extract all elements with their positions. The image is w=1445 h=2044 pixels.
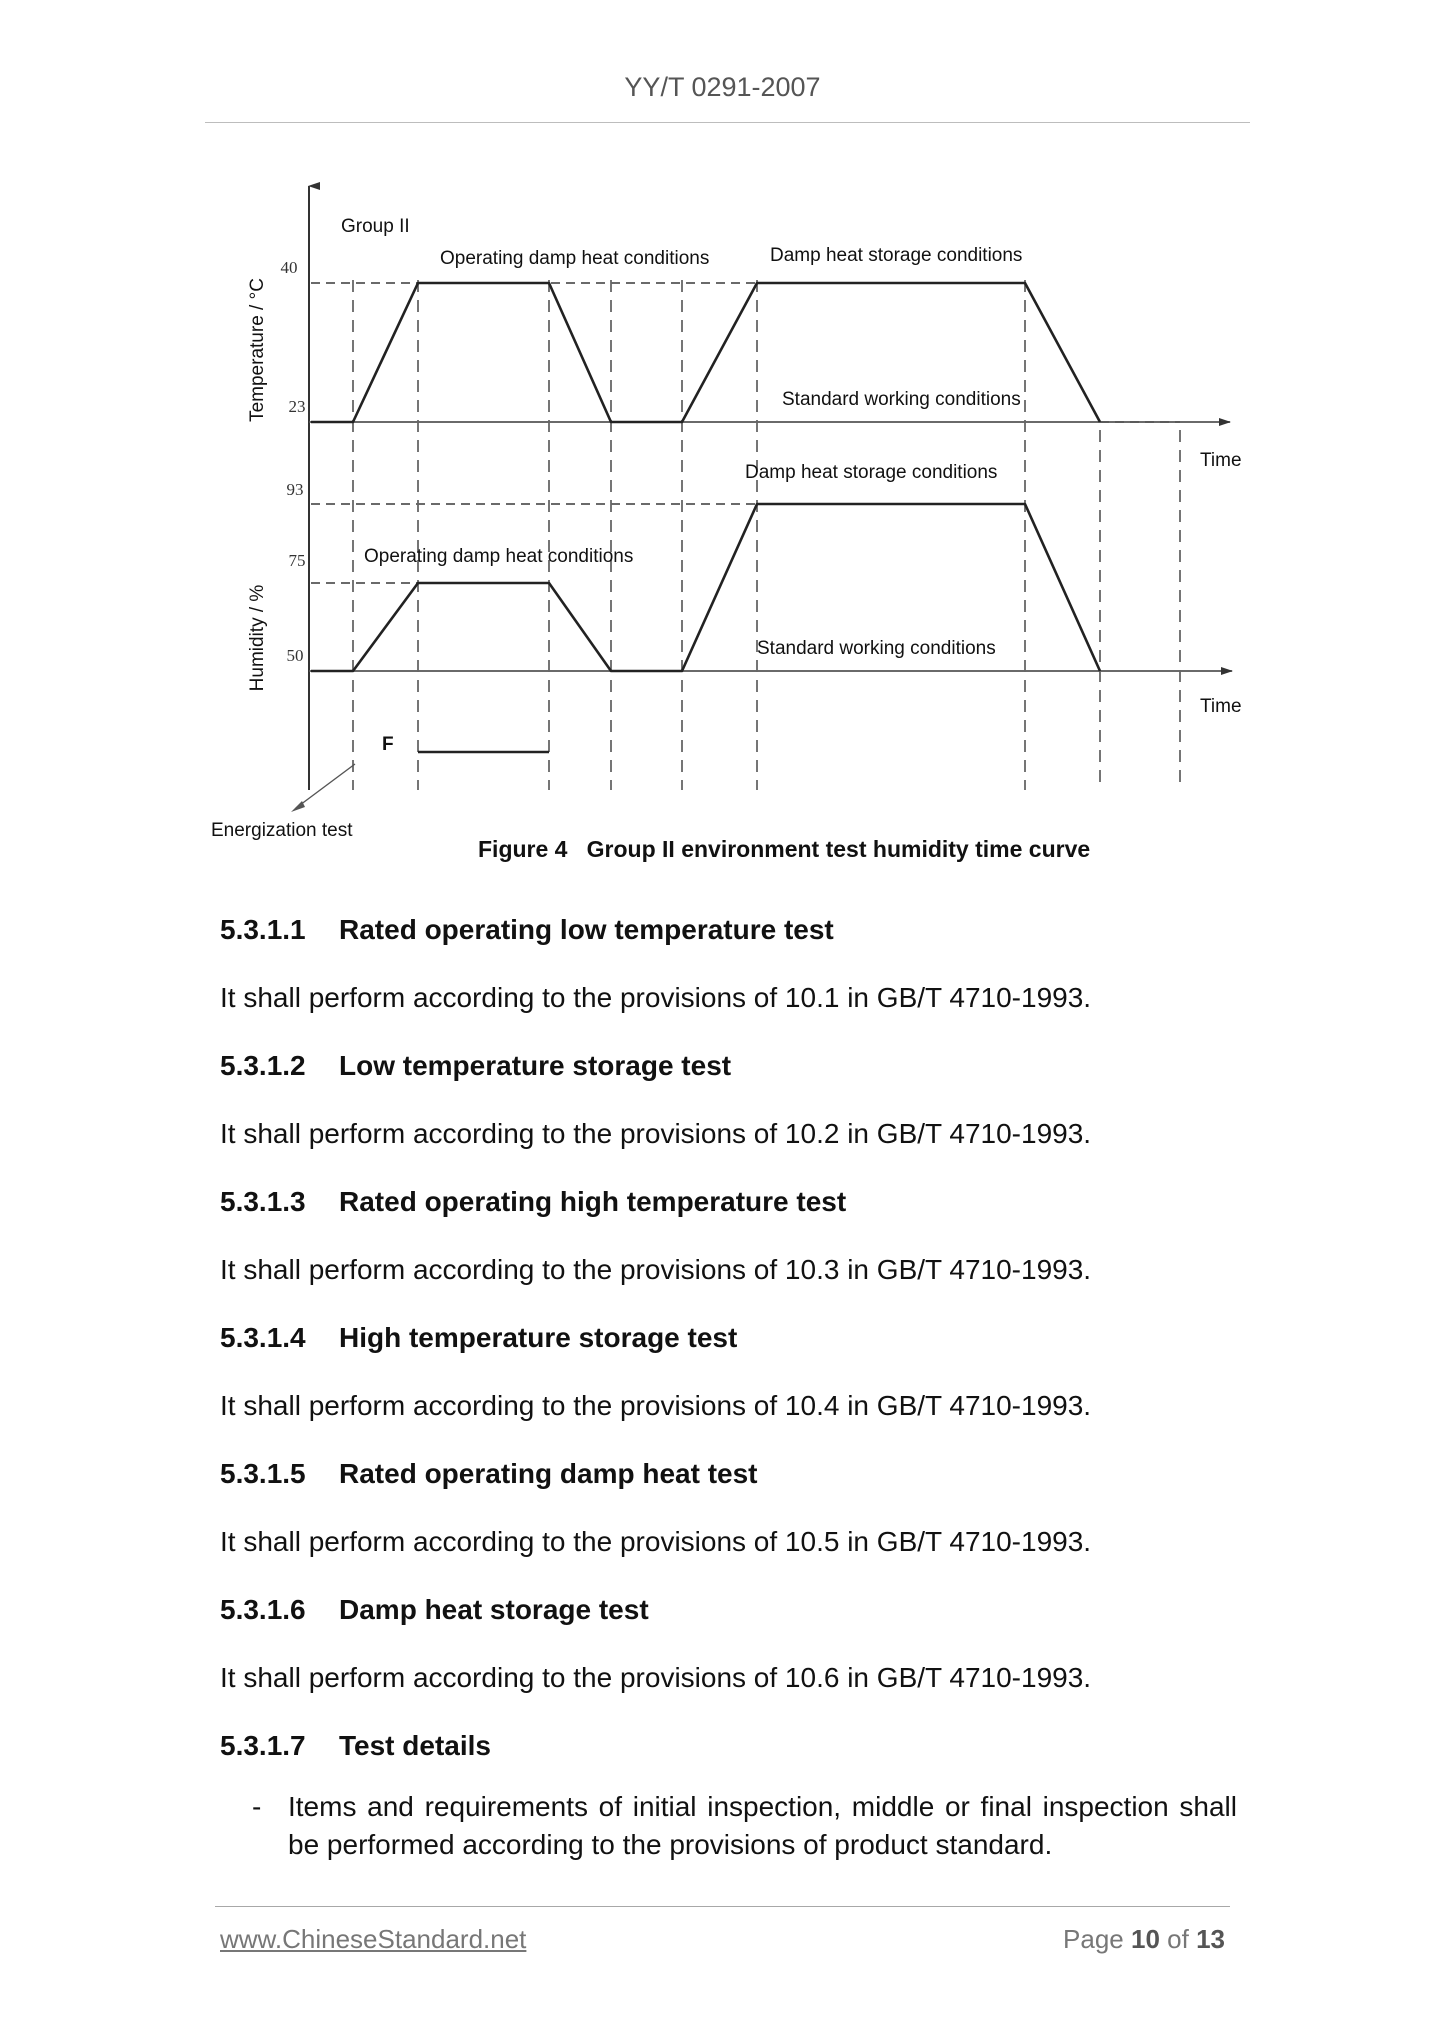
page-number: Page 10 of 13: [1063, 1924, 1225, 1954]
tick-40: 40: [280, 258, 298, 277]
humid-time-label: Time: [1200, 696, 1242, 717]
document-code: YY/T 0291-2007: [624, 72, 821, 102]
humidity-axis-label: Humidity / %: [247, 584, 268, 692]
temp-storage-label: Damp heat storage conditions: [770, 245, 1023, 266]
tick-93: 93: [286, 480, 304, 499]
humid-standard-label: Standard working conditions: [757, 638, 996, 659]
figure-number: Figure 4: [478, 836, 568, 862]
energization-marker: F: [382, 734, 394, 755]
humidity-time-curve-chart: [0, 0, 1445, 880]
figure-title: Group II environment test humidity time curve: [586, 836, 1091, 862]
section-heading: 5.3.1.6 Damp heat storage test: [220, 1594, 649, 1625]
footer-rule: [215, 1906, 1230, 1907]
group-label: Group II: [341, 216, 410, 237]
temp-standard-label: Standard working conditions: [782, 389, 1021, 410]
bullet-text: Items and requirements of initial inspection, middle or final inspection shall be performed according to the provisions of product standard.: [288, 1791, 1237, 1860]
energization-label: Energization test: [211, 820, 353, 841]
energization-pointer: [296, 764, 355, 808]
figure-caption: [478, 836, 1090, 863]
section-heading: 5.3.1.3 Rated operating high temperature test: [220, 1186, 847, 1217]
footer-website-link[interactable]: www.ChineseStandard.net: [220, 1924, 527, 1954]
tick-75: 75: [288, 551, 306, 570]
section-body: It shall perform according to the provisions of 10.1 in GB/T 4710-1993.: [220, 982, 1092, 1013]
section-heading: 5.3.1.2 Low temperature storage test: [220, 1050, 732, 1081]
section-heading: 5.3.1.4 High temperature storage test: [220, 1322, 738, 1353]
humid-operating-label: Operating damp heat conditions: [364, 546, 634, 567]
tick-50: 50: [286, 646, 304, 665]
humid-storage-label: Damp heat storage conditions: [745, 462, 998, 483]
section-heading: 5.3.1.5 Rated operating damp heat test: [220, 1458, 758, 1489]
bullet-dash: -: [252, 1791, 262, 1822]
temp-operating-label: Operating damp heat conditions: [440, 248, 710, 269]
temperature-axis-label: Temperature / °C: [247, 278, 268, 422]
section-heading: 5.3.1.1 Rated operating low temperature test: [220, 914, 834, 945]
section-body: It shall perform according to the provisions of 10.5 in GB/T 4710-1993.: [220, 1526, 1092, 1557]
tick-23: 23: [288, 397, 306, 416]
list-item: [252, 1788, 1237, 1864]
temp-time-label: Time: [1200, 450, 1242, 471]
time-markers: [353, 280, 1180, 790]
section-body: It shall perform according to the provisions of 10.6 in GB/T 4710-1993.: [220, 1662, 1092, 1693]
section-body: It shall perform according to the provisions of 10.3 in GB/T 4710-1993.: [220, 1254, 1092, 1285]
section-body: It shall perform according to the provisions of 10.2 in GB/T 4710-1993.: [220, 1118, 1092, 1149]
section-body: It shall perform according to the provisions of 10.4 in GB/T 4710-1993.: [220, 1390, 1092, 1421]
section-heading: 5.3.1.7 Test details: [220, 1730, 491, 1761]
